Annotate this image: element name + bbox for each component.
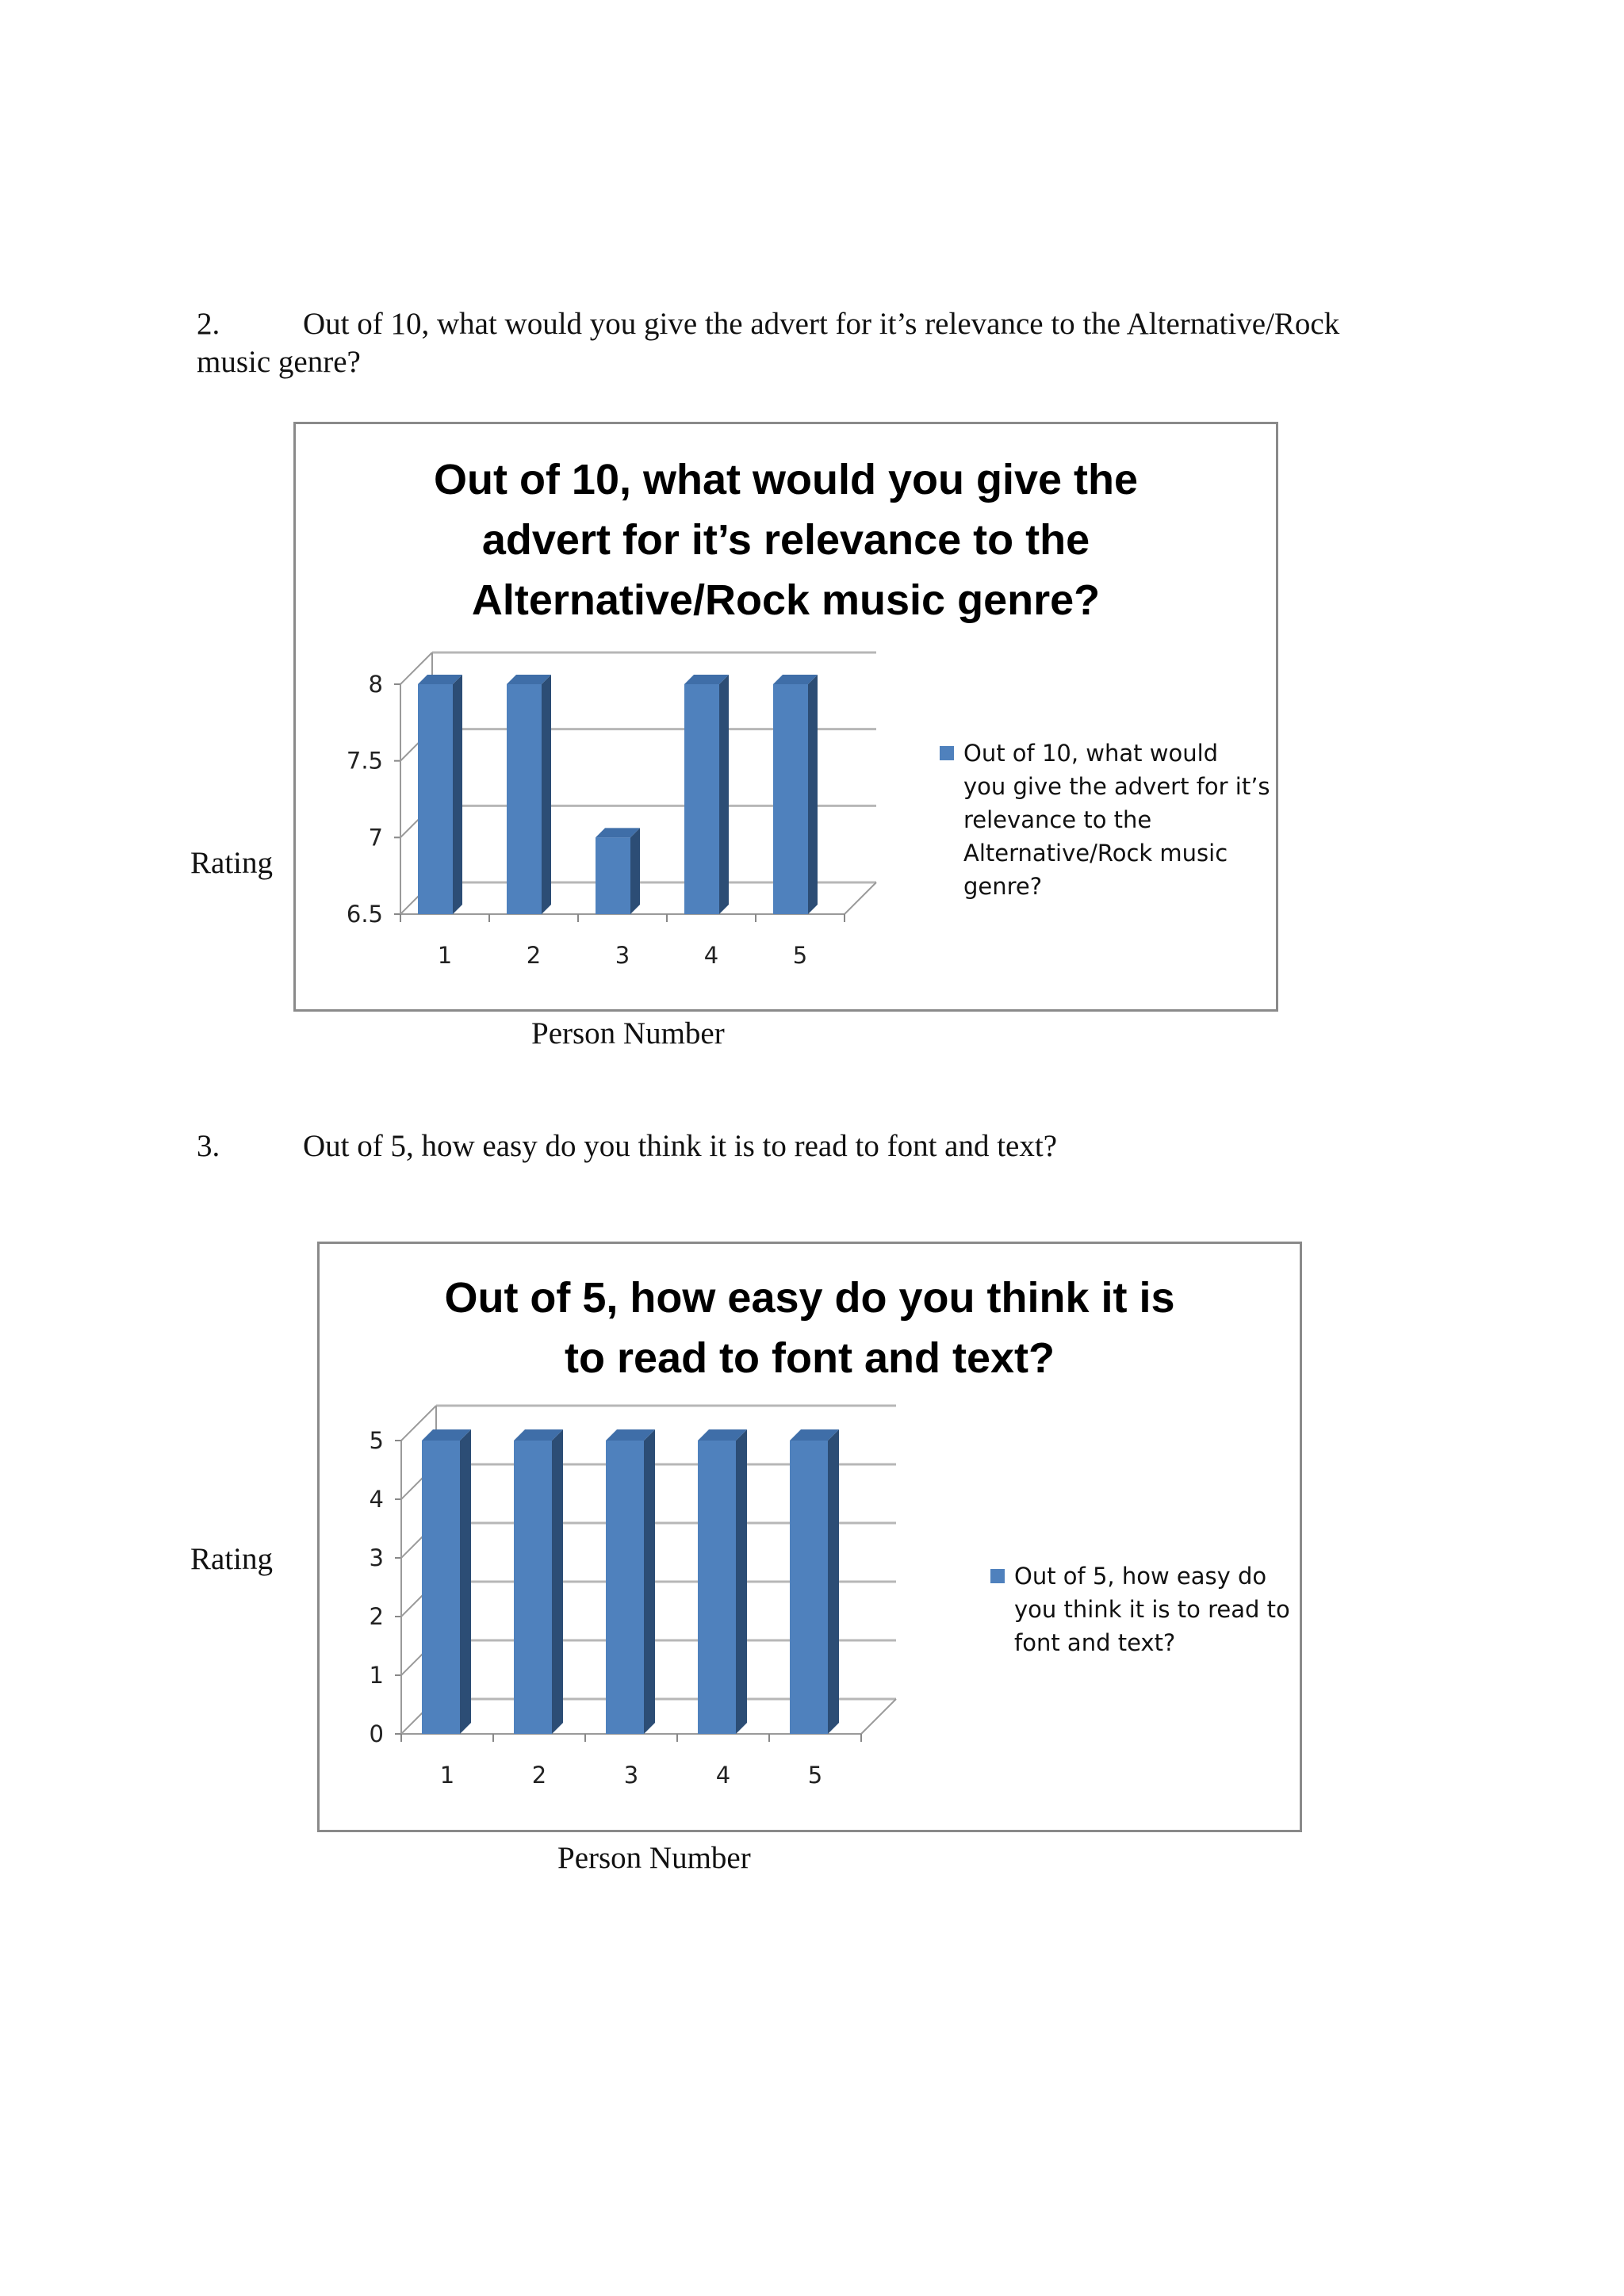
- y-tick-label: 0: [369, 1720, 384, 1747]
- legend-line: you think it is to read to: [1014, 1596, 1290, 1623]
- chart-1-legend-text: [963, 737, 1270, 903]
- x-tick-label: 2: [531, 1762, 547, 1789]
- chart-1-plot: [296, 424, 1281, 1014]
- floor-edge: [861, 1699, 896, 1734]
- question-3-text-line1: Out of 5, how easy do you think it is to read to font and text?: [303, 1129, 1058, 1163]
- y-tick-label: 4: [369, 1486, 384, 1513]
- x-tick-label: 3: [623, 1762, 639, 1789]
- bar-side: [828, 1429, 839, 1734]
- chart-1-x-axis-label: Person Number: [531, 1016, 725, 1050]
- chart-2-title-line: to read to font and text?: [565, 1334, 1055, 1382]
- bar-side: [808, 675, 818, 914]
- bar-side: [630, 828, 640, 914]
- chart-1-title-line: Out of 10, what would you give the: [433, 456, 1139, 503]
- chart-1-title-line: Alternative/Rock music genre?: [471, 576, 1101, 624]
- bar: [514, 1441, 552, 1734]
- legend-line: genre?: [963, 873, 1043, 900]
- chart-1-frame: [293, 422, 1278, 1012]
- bar-side: [453, 675, 462, 914]
- x-tick-label: 4: [703, 942, 719, 969]
- chart-1-y-axis-label: Rating: [190, 846, 273, 880]
- legend-line: you give the advert for it’s: [963, 773, 1270, 800]
- legend-swatch: [990, 1569, 1005, 1583]
- chart-1-title-line: advert for it’s relevance to the: [481, 516, 1090, 564]
- bar: [790, 1441, 828, 1734]
- y-tick-label: 7: [368, 824, 383, 851]
- x-tick-label: 1: [439, 1762, 455, 1789]
- bar-side: [719, 675, 729, 914]
- bar: [606, 1441, 644, 1734]
- legend-line: Out of 5, how easy do: [1014, 1563, 1267, 1590]
- question-2-number: 2.: [197, 307, 220, 341]
- y-tick-label: 6.5: [346, 901, 383, 928]
- x-tick-label: 1: [437, 942, 453, 969]
- x-tick-label: 2: [526, 942, 542, 969]
- bar-side: [552, 1429, 563, 1734]
- legend-line: font and text?: [1014, 1629, 1176, 1656]
- question-3: [197, 1127, 1057, 1165]
- floor-edge: [845, 882, 876, 914]
- bar-side: [542, 675, 551, 914]
- y-tick-label: 8: [368, 671, 383, 698]
- y-tick-label: 1: [369, 1662, 384, 1689]
- question-2-text-line2: music genre?: [197, 345, 361, 379]
- y-tick-label: 5: [369, 1427, 384, 1454]
- bar: [773, 684, 808, 914]
- question-2-text-line1: Out of 10, what would you give the advert for it’s relevance to the Alternative/Rock: [303, 307, 1340, 341]
- x-tick-label: 4: [715, 1762, 731, 1789]
- y-tick-label: 2: [369, 1603, 384, 1630]
- chart-2-x-axis-label: Person Number: [557, 1841, 751, 1875]
- chart-2-y-axis-label: Rating: [190, 1542, 273, 1576]
- bar-side: [460, 1429, 471, 1734]
- x-tick-label: 3: [615, 942, 630, 969]
- x-tick-label: 5: [807, 1762, 823, 1789]
- bar: [422, 1441, 460, 1734]
- chart-2-frame: [317, 1242, 1302, 1832]
- question-2: [197, 305, 1339, 381]
- bar: [418, 684, 453, 914]
- legend-swatch: [940, 746, 954, 760]
- chart-2-title-line: Out of 5, how easy do you think it is: [444, 1274, 1175, 1322]
- x-tick-label: 5: [792, 942, 808, 969]
- bar: [507, 684, 542, 914]
- bar: [684, 684, 719, 914]
- question-3-number: 3.: [197, 1129, 220, 1163]
- y-tick-label: 7.5: [346, 747, 383, 775]
- legend-line: Alternative/Rock music: [963, 840, 1228, 867]
- bar: [698, 1441, 736, 1734]
- chart-2-legend-text: [1014, 1559, 1290, 1659]
- bar-side: [736, 1429, 747, 1734]
- legend-line: Out of 10, what would: [963, 740, 1219, 767]
- bar: [596, 837, 630, 914]
- chart-2-plot: [320, 1244, 1304, 1835]
- bar-side: [644, 1429, 655, 1734]
- legend-line: relevance to the: [963, 806, 1152, 833]
- y-tick-label: 3: [369, 1544, 384, 1571]
